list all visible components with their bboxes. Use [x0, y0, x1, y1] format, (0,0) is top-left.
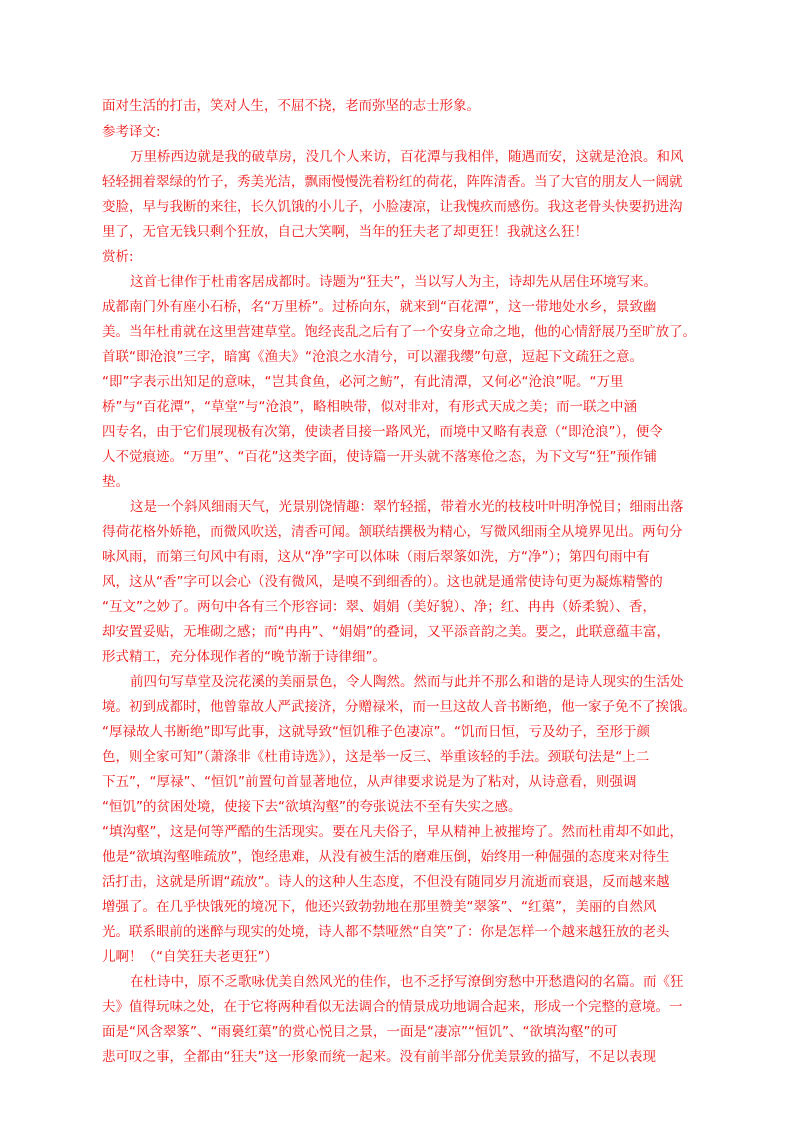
text-line: 得荷花格外娇艳，而微风吹送，清香可闻。颔联结撰极为精心，写微风细雨全从境界见出。两句分	[102, 524, 683, 540]
text-line: 变脸，早与我断的来往，长久饥饿的小儿子，小脸凄凉，让我愧疚而感伤。我这老骨头快要扔进沟	[102, 199, 683, 215]
text-line: 美。当年杜甫就在这里营建草堂。饱经丧乱之后有了一个安身立命之地，他的心情舒展乃至旷放了。	[102, 324, 696, 340]
text-line: 境。初到成都时，他曾靠故人严武接济，分赠禄米，而一旦这故人音书断绝，他一家子免不了挨饿。	[102, 699, 696, 715]
text-line: “即”字表示出知足的意味，“岂其食鱼，必河之鲂”，有此清潭，又何必“沧浪”呢。“万里	[102, 374, 624, 390]
text-line: 万里桥西边就是我的破草房，没几个人来访，百花潭与我相伴，随遇而安，这就是沧浪。和风	[130, 149, 684, 165]
text-line: 成都南门外有座小石桥，名“万里桥”。过桥向东，就来到“百花潭”，这一带地处水乡，景致幽	[102, 299, 657, 315]
text-line: 却安置妥贴，无堆砌之感；而“冉冉”、“娟娟”的叠词，又平添音韵之美。要之，此联意蕴丰富，	[102, 624, 670, 640]
text-line: 面是“风含翠筿”、“雨裛红蕖”的赏心悦目之景，一面是“凄凉”“恒饥”、“欲填沟壑”的可	[102, 1024, 618, 1040]
text-line: 下五”，“厚禄”、“恒饥”前置句首显著地位，从声律要求说是为了粘对，从诗意看，则强调	[102, 774, 637, 790]
text-line: 里了，无官无钱只剩个狂放，自己大笑啊，当年的狂夫老了却更狂！我就这么狂！	[102, 224, 588, 240]
text-line: 在杜诗中，原不乏歌咏优美自然风光的佳作，也不乏抒写潦倒穷愁中开愁遣闷的名篇。而《狂	[130, 974, 684, 990]
text-line: 轻轻拥着翠绿的竹子，秀美光洁，飘雨慢慢洗着粉红的荷花，阵阵清香。当了大官的朋友人一阔就	[102, 174, 683, 190]
text-line: 形式精工，充分体现作者的“晚节渐于诗律细”。	[102, 649, 386, 665]
text-line: 人不觉痕迹。“万里”、“百花”这类字面，使诗篇一开头就不落寒伧之态，为下文写“狂”预作铺	[102, 449, 657, 465]
text-line: 面对生活的打击，笑对人生，不屈不挠，老而弥坚的志士形象。	[102, 98, 480, 114]
text-line: 四专名，由于它们展现极有次第，使读者目接一路风光，而境中又略有表意（“即沧浪”），便令	[102, 424, 663, 440]
text-line: 首联“即沧浪”三字，暗寓《渔夫》“沧浪之水清兮，可以濯我缨”句意，逗起下文疏狂之意。	[102, 349, 643, 365]
text-line: “厚禄故人书断绝”即写此事，这就导致“恒饥稚子色凄凉”。“饥而日恒，亏及幼子，至形于颜	[102, 724, 650, 740]
text-line: 这首七律作于杜甫客居成都时。诗题为“狂夫”，当以写人为主，诗却先从居住环境写来。	[130, 274, 657, 290]
text-line: 色，则全家可知”（萧涤非《杜甫诗选》），这是举一反三、举重该轻的手法。颈联句法是“上二	[102, 749, 650, 765]
text-line: 风，这从“香”字可以会心（没有微风，是嗅不到细香的）。这也就是通常使诗句更为凝炼精警的	[102, 574, 663, 590]
text-line: “填沟壑”，这是何等严酷的生活现实。要在凡夫俗子，早从精神上被摧垮了。然而杜甫却不如此，	[102, 824, 683, 840]
text-line: 夫》值得玩味之处，在于它将两种看似无法调合的情景成功地调合起来，形成一个完整的意境。一	[102, 999, 683, 1015]
text-line: 这是一个斜风细雨天气，光景别饶情趣：翠竹轻摇，带着水光的枝枝叶叶明净悦目；细雨出落	[130, 499, 684, 515]
section-heading-appreciation: 赏析:	[102, 249, 134, 265]
text-line: 咏风雨，而第三句风中有雨，这从“净”字可以体味（雨后翠筿如洗，方“净”）；第四句雨中有	[102, 549, 650, 565]
text-line: 前四句写草堂及浣花溪的美丽景色，令人陶然。然而与此并不那么和谐的是诗人现实的生活处	[130, 674, 684, 690]
text-line: 他是“欲填沟壑唯疏放”，饱经患难，从没有被生活的磨难压倒，始终用一种倔强的态度来对待生	[102, 849, 670, 865]
text-line: 垫。	[102, 474, 129, 490]
text-line: “互文”之妙了。两句中各有三个形容词：翠、娟娟（美好貌）、净；红、冉冉（娇柔貌）、香，	[102, 599, 656, 615]
text-line: 光。联系眼前的迷醉与现实的处境，诗人都不禁哑然“自笑”了：你是怎样一个越来越狂放的老头	[102, 924, 670, 940]
text-line: “恒饥”的贫困处境，使接下去“欲填沟壑”的夸张说法不至有失实之感。	[102, 799, 522, 815]
text-line: 活打击，这就是所谓“疏放”。诗人的这种人生态度，不但没有随同岁月流逝而衰退，反而越来越	[102, 874, 670, 890]
text-line: 增强了。在几乎快饿死的境况下，他还兴致勃勃地在那里赞美“翠筿”、“红蕖”，美丽的自然风	[102, 899, 657, 915]
text-line: 儿啊！（“自笑狂夫老更狂”）	[102, 949, 278, 965]
text-line: 悲可叹之事，全都由“狂夫”这一形象而统一起来。没有前半部分优美景致的描写，不足以表现	[102, 1049, 656, 1065]
text-line: 桥”与“百花潭”，“草堂”与“沧浪”，略相映带，似对非对，有形式天成之美；而一联之中涵	[102, 399, 637, 415]
section-heading-translation: 参考译文:	[102, 124, 161, 140]
